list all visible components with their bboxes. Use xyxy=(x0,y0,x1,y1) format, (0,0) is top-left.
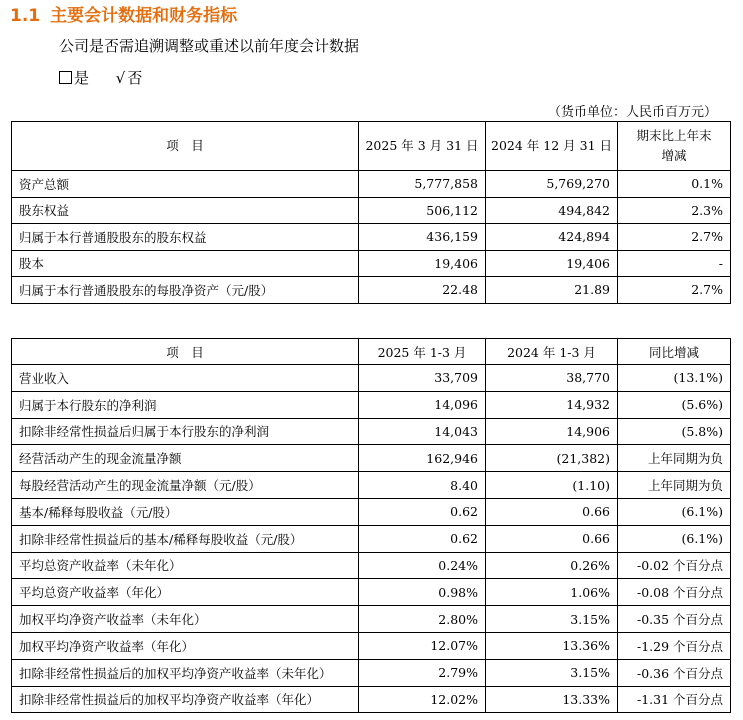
answer-no-label: 否 xyxy=(127,69,143,87)
row-value: 上年同期为负 xyxy=(618,445,731,472)
table-row xyxy=(12,171,731,198)
row-value: - xyxy=(618,250,731,277)
row-label: 加权平均净资产收益率（未年化） xyxy=(12,606,359,633)
row-value: 0.62 xyxy=(359,498,486,525)
table-row xyxy=(12,552,731,579)
row-label: 每股经营活动产生的现金流量净额（元/股） xyxy=(12,472,359,499)
row-value: 5,777,858 xyxy=(359,171,486,198)
row-value: (5.6%) xyxy=(618,391,731,418)
col-header-item: 项 目 xyxy=(12,122,359,171)
row-label: 扣除非经常性损益后的加权平均净资产收益率（年化） xyxy=(12,686,359,713)
table-row xyxy=(12,277,731,304)
checkbox-empty-icon xyxy=(59,71,72,84)
row-value: 14,096 xyxy=(359,391,486,418)
col-header-change: 期末比上年末 增减 xyxy=(618,122,731,171)
checkmark-icon: √ xyxy=(115,69,126,87)
table-row xyxy=(12,498,731,525)
row-value: 13.36% xyxy=(486,632,618,659)
row-value: (13.1%) xyxy=(618,365,731,392)
row-value: 19,406 xyxy=(486,250,618,277)
row-value: 13.33% xyxy=(486,686,618,713)
row-value: 506,112 xyxy=(359,197,486,224)
row-value: -1.29 个百分点 xyxy=(618,632,731,659)
row-label: 平均总资产收益率（未年化） xyxy=(12,552,359,579)
row-value: 0.1% xyxy=(618,171,731,198)
row-value: 2.7% xyxy=(618,277,731,304)
row-value: 3.15% xyxy=(486,606,618,633)
row-value: 14,932 xyxy=(486,391,618,418)
table-row xyxy=(12,632,731,659)
row-value: -0.02 个百分点 xyxy=(618,552,731,579)
row-value: 14,043 xyxy=(359,418,486,445)
table-header-row xyxy=(12,339,731,365)
col-header-item: 项 目 xyxy=(12,339,359,365)
row-value: (6.1%) xyxy=(618,525,731,552)
row-value: 8.40 xyxy=(359,472,486,499)
section-title: 主要会计数据和财务指标 xyxy=(50,6,238,26)
row-value: 0.24% xyxy=(359,552,486,579)
row-value: 0.66 xyxy=(486,498,618,525)
currency-unit-note: （货币单位：人民币百万元） xyxy=(547,105,717,120)
restatement-answers xyxy=(59,67,164,88)
row-value: 2.7% xyxy=(618,224,731,251)
row-label: 股东权益 xyxy=(12,197,359,224)
row-label: 基本/稀释每股收益（元/股） xyxy=(12,498,359,525)
table-row xyxy=(12,365,731,392)
row-value: 上年同期为负 xyxy=(618,472,731,499)
col-header-2025-q1: 2025 年 1-3 月 xyxy=(359,339,486,365)
table-row xyxy=(12,686,731,713)
row-value: 2.79% xyxy=(359,659,486,686)
row-value: 2.80% xyxy=(359,606,486,633)
section-number: 1.1 xyxy=(10,6,41,26)
table-row xyxy=(12,418,731,445)
table-header-row xyxy=(12,122,731,171)
row-value: (21,382) xyxy=(486,445,618,472)
row-value: 21.89 xyxy=(486,277,618,304)
col-header-2024-year-end: 2024 年 12 月 31 日 xyxy=(486,122,618,171)
row-label: 加权平均净资产收益率（年化） xyxy=(12,632,359,659)
row-value: 0.66 xyxy=(486,525,618,552)
table-row xyxy=(12,391,731,418)
row-value: 22.48 xyxy=(359,277,486,304)
col-header-2025-q1-end: 2025 年 3 月 31 日 xyxy=(359,122,486,171)
row-value: -0.35 个百分点 xyxy=(618,606,731,633)
row-label: 营业收入 xyxy=(12,365,359,392)
row-value: (5.8%) xyxy=(618,418,731,445)
table-row xyxy=(12,579,731,606)
row-value: 5,769,270 xyxy=(486,171,618,198)
row-value: 436,159 xyxy=(359,224,486,251)
row-label: 扣除非经常性损益后归属于本行股东的净利润 xyxy=(12,418,359,445)
answer-yes-label: 是 xyxy=(74,69,90,87)
row-value: 0.26% xyxy=(486,552,618,579)
row-value: 1.06% xyxy=(486,579,618,606)
row-label: 归属于本行普通股股东的每股净资产（元/股） xyxy=(12,277,359,304)
row-value: (1.10) xyxy=(486,472,618,499)
row-value: 12.07% xyxy=(359,632,486,659)
table-row xyxy=(12,250,731,277)
row-value: 33,709 xyxy=(359,365,486,392)
row-value: (6.1%) xyxy=(618,498,731,525)
col-header-2024-q1: 2024 年 1-3 月 xyxy=(486,339,618,365)
table-row xyxy=(12,606,731,633)
row-value: -0.36 个百分点 xyxy=(618,659,731,686)
row-label: 平均总资产收益率（年化） xyxy=(12,579,359,606)
row-label: 扣除非经常性损益后的基本/稀释每股收益（元/股） xyxy=(12,525,359,552)
row-label: 扣除非经常性损益后的加权平均净资产收益率（未年化） xyxy=(12,659,359,686)
restatement-question: 公司是否需追溯调整或重述以前年度会计数据 xyxy=(59,37,360,55)
income-table xyxy=(11,338,731,713)
row-value: 162,946 xyxy=(359,445,486,472)
table-row xyxy=(12,525,731,552)
row-value: 14,906 xyxy=(486,418,618,445)
row-value: 424,894 xyxy=(486,224,618,251)
balance-table xyxy=(11,121,731,304)
row-value: 0.62 xyxy=(359,525,486,552)
row-label: 归属于本行普通股股东的股东权益 xyxy=(12,224,359,251)
row-value: 12.02% xyxy=(359,686,486,713)
answer-no xyxy=(116,67,143,88)
row-value: 19,406 xyxy=(359,250,486,277)
row-value: 2.3% xyxy=(618,197,731,224)
col-header-yoy-change: 同比增减 xyxy=(618,339,731,365)
row-label: 归属于本行股东的净利润 xyxy=(12,391,359,418)
answer-yes xyxy=(59,67,89,88)
table-row xyxy=(12,224,731,251)
row-value: 0.98% xyxy=(359,579,486,606)
row-value: -0.08 个百分点 xyxy=(618,579,731,606)
row-value: 3.15% xyxy=(486,659,618,686)
table-row xyxy=(12,445,731,472)
table-row xyxy=(12,197,731,224)
row-label: 股本 xyxy=(12,250,359,277)
row-value: 494,842 xyxy=(486,197,618,224)
row-value: 38,770 xyxy=(486,365,618,392)
table-row xyxy=(12,659,731,686)
table-row xyxy=(12,472,731,499)
row-label: 资产总额 xyxy=(12,171,359,198)
row-value: -1.31 个百分点 xyxy=(618,686,731,713)
row-label: 经营活动产生的现金流量净额 xyxy=(12,445,359,472)
section-heading xyxy=(10,1,237,26)
